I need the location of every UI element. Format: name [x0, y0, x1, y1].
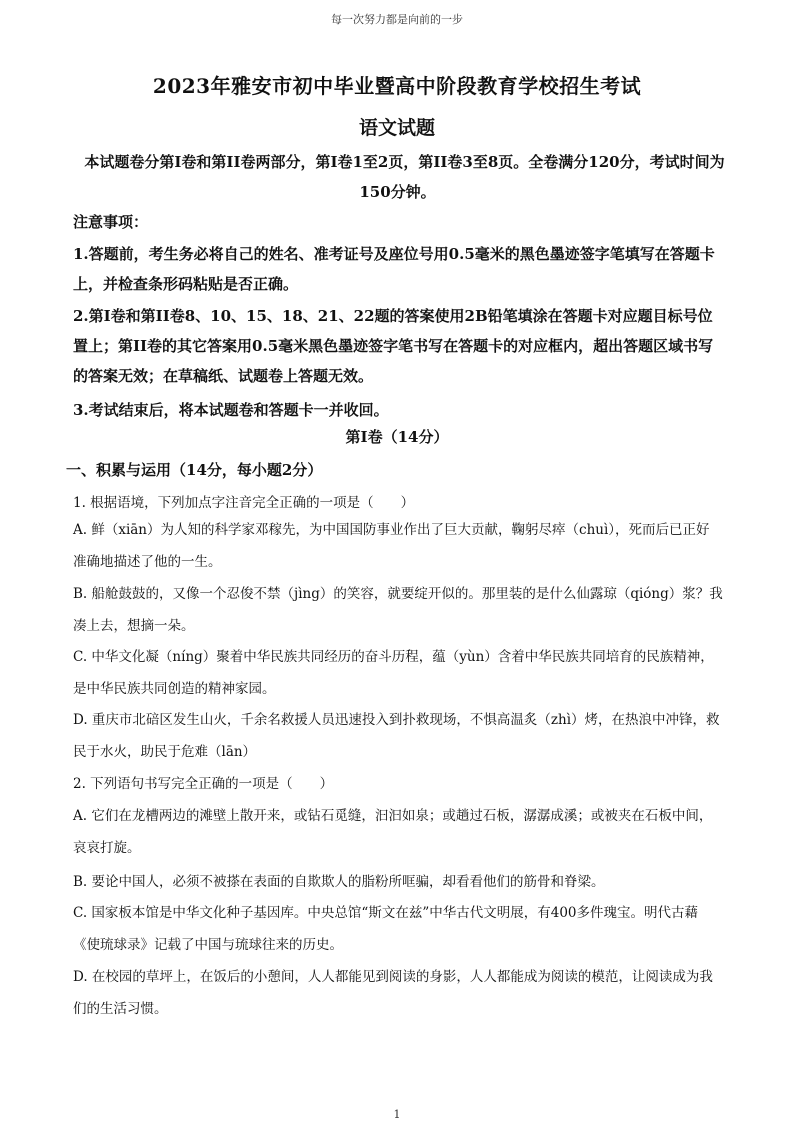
notice-heading: 注意事项：	[73, 213, 149, 231]
header-motto: 每一次努力都是向前的一步	[331, 13, 463, 26]
notice-item: 2.第Ⅰ卷和第II卷8、10、15、18、21、22题的答案使用2B铅笔填涂在答题卡对应题目标号位置上；第II卷的其它答案用0.5毫米黑色墨迹签字笔书写在答题卡的对应框内，超出答题区域书写的答案无效；在草稿纸、试题卷上答题无效。	[73, 307, 714, 385]
page-number: 1	[393, 1108, 401, 1121]
notice-item: 1.答题前，考生务必将自己的姓名、准考证号及座位号用0.5毫米的黑色墨迹签字笔填写在答题卡上，并检查条形码粘贴是否正确。	[73, 245, 715, 293]
question-stem: 2. 下列语句书写完全正确的一项是（ ）	[73, 776, 334, 792]
question-option: D. 在校园的草坪上，在饭后的小憩间，人人都能见到阅读的身影，人人都能成为阅读的模范，让阅读成为我们的生活习惯。	[73, 969, 713, 1017]
part-heading: 一、积累与运用（14分，每小题2分）	[66, 461, 323, 479]
question-option: C. 中华文化凝（níng）聚着中华民族共同经历的奋斗历程，蕴（yùn）含着中华民族共同培育的民族精神，是中华民族共同创造的精神家园。	[73, 649, 714, 697]
question-option: B. 要论中国人，必须不被搽在表面的自欺欺人的脂粉所哐骗，却看看他们的筋骨和脊梁。	[73, 874, 605, 890]
question-option: A. 鲜（xiān）为人知的科学家邓稼先，为中国国防事业作出了巨大贡献，鞠躬尽瘁（chuì），死而后已正好准确地描述了他的一生。	[73, 522, 710, 570]
notice-item: 3.考试结束后，将本试题卷和答题卡一并收回。	[73, 401, 389, 419]
question-option: D. 重庆市北碚区发生山火，千余名救援人员迅速投入到扑救现场，不惧高温炙（zhì）烤，在热浪中冲锋，救民于水火，助民于危难（lān）	[73, 712, 720, 760]
question-stem: 1. 根据语境，下列加点字注音完全正确的一项是（ ）	[73, 495, 415, 511]
exam-title: 2023年雅安市初中毕业暨高中阶段教育学校招生考试	[152, 74, 642, 98]
exam-intro: 本试题卷分第Ⅰ卷和第II卷两部分，第Ⅰ卷1至2页，第II卷3至8页。全卷满分120分，考试时间为150分钟。	[84, 153, 725, 201]
question-option: B. 船舱鼓鼓的，又像一个忍俊不禁（jìng）的笑容，就要绽开似的。那里装的是什么仙露琼（qióng）浆？我凑上去，想摘一朵。	[73, 586, 723, 634]
question-option: C. 国家板本馆是中华文化种子基因库。中央总馆“斯文在兹”中华古代文明展，有400多件瑰宝。明代古藉《使琉球录》记载了中国与琉球往来的历史。	[73, 905, 698, 953]
exam-subtitle: 语文试题	[358, 117, 435, 139]
question-option: A. 它们在龙槽两边的滩壁上散开来，或钻石觅缝，汩汩如泉；或趟过石板，潺潺成溪；或被夹在石板中间，哀哀打旋。	[73, 808, 713, 856]
section-title: 第Ⅰ卷（14分）	[345, 428, 449, 446]
